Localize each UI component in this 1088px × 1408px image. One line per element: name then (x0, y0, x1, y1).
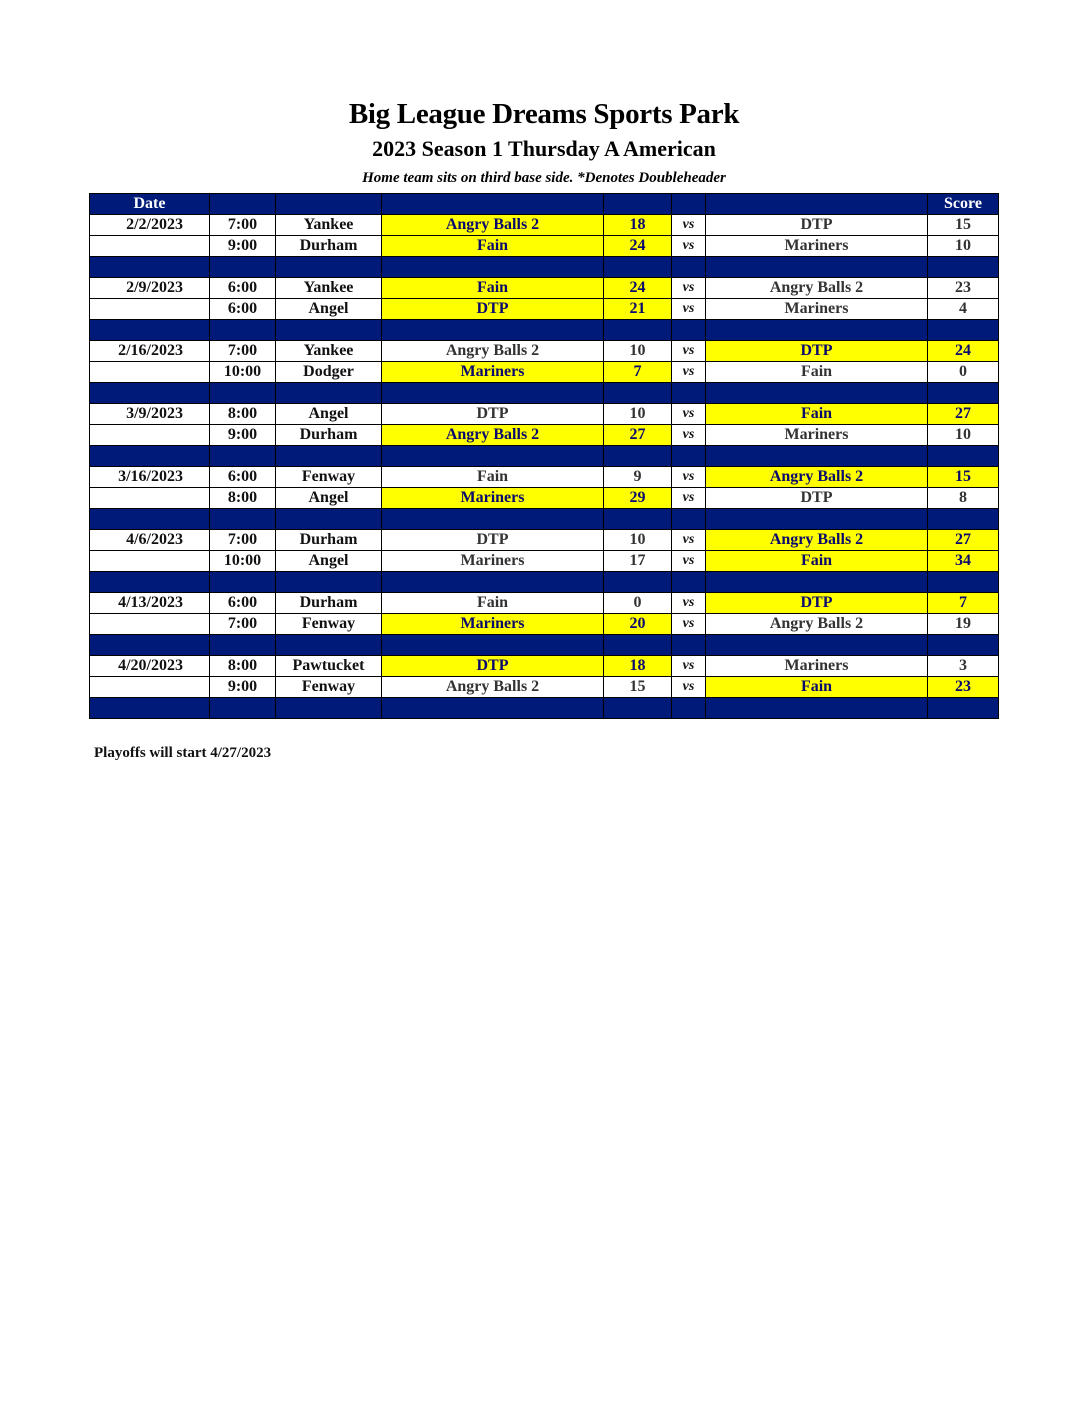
game-time: 6:00 (210, 278, 276, 299)
away-score: 27 (928, 530, 999, 551)
separator-cell (90, 320, 210, 341)
away-team: Angry Balls 2 (706, 278, 928, 299)
away-team: Fain (706, 404, 928, 425)
separator-cell (706, 320, 928, 341)
separator-cell (706, 509, 928, 530)
separator-cell (672, 572, 706, 593)
game-date: 3/9/2023 (90, 404, 210, 425)
away-score: 7 (928, 593, 999, 614)
week-separator-row (90, 383, 999, 404)
away-team: DTP (706, 215, 928, 236)
week-separator-row (90, 320, 999, 341)
game-row (90, 404, 999, 425)
separator-cell (706, 572, 928, 593)
vs-label: vs (672, 614, 706, 635)
away-team: Angry Balls 2 (706, 530, 928, 551)
table-header-row (90, 194, 999, 215)
separator-cell (672, 320, 706, 341)
game-field: Durham (276, 530, 382, 551)
separator-cell (928, 257, 999, 278)
game-date (90, 236, 210, 257)
game-field: Dodger (276, 362, 382, 383)
separator-cell (928, 572, 999, 593)
home-team: DTP (382, 299, 604, 320)
separator-cell (706, 257, 928, 278)
game-date: 4/13/2023 (90, 593, 210, 614)
game-field: Durham (276, 236, 382, 257)
separator-cell (706, 446, 928, 467)
game-row (90, 299, 999, 320)
game-row (90, 215, 999, 236)
home-team: DTP (382, 404, 604, 425)
game-row (90, 656, 999, 677)
away-score: 27 (928, 404, 999, 425)
home-score: 0 (604, 593, 672, 614)
game-time: 7:00 (210, 341, 276, 362)
game-field: Angel (276, 551, 382, 572)
game-date (90, 677, 210, 698)
home-score: 24 (604, 278, 672, 299)
game-date: 4/20/2023 (90, 656, 210, 677)
home-team: Fain (382, 236, 604, 257)
separator-cell (928, 509, 999, 530)
home-team: Mariners (382, 551, 604, 572)
vs-label: vs (672, 551, 706, 572)
away-score: 10 (928, 236, 999, 257)
week-separator-row (90, 446, 999, 467)
game-time: 7:00 (210, 215, 276, 236)
separator-cell (276, 383, 382, 404)
game-row (90, 425, 999, 446)
home-score: 10 (604, 404, 672, 425)
away-team: DTP (706, 488, 928, 509)
game-time: 6:00 (210, 467, 276, 488)
week-separator-row (90, 698, 999, 719)
home-team: Angry Balls 2 (382, 215, 604, 236)
schedule-body (90, 215, 999, 719)
game-time: 7:00 (210, 530, 276, 551)
vs-label: vs (672, 488, 706, 509)
home-score: 29 (604, 488, 672, 509)
game-date (90, 614, 210, 635)
home-score: 7 (604, 362, 672, 383)
separator-cell (276, 572, 382, 593)
separator-cell (382, 257, 604, 278)
home-score: 15 (604, 677, 672, 698)
game-time: 9:00 (210, 677, 276, 698)
game-field: Yankee (276, 215, 382, 236)
game-time: 8:00 (210, 404, 276, 425)
home-team: Fain (382, 593, 604, 614)
game-date: 3/16/2023 (90, 467, 210, 488)
game-row (90, 677, 999, 698)
separator-cell (672, 509, 706, 530)
home-score: 10 (604, 530, 672, 551)
separator-cell (90, 698, 210, 719)
separator-cell (90, 635, 210, 656)
separator-cell (210, 383, 276, 404)
game-time: 10:00 (210, 551, 276, 572)
away-team: Mariners (706, 236, 928, 257)
game-field: Angel (276, 404, 382, 425)
separator-cell (604, 383, 672, 404)
separator-cell (276, 635, 382, 656)
game-field: Durham (276, 593, 382, 614)
game-field: Angel (276, 488, 382, 509)
away-score: 4 (928, 299, 999, 320)
game-time: 6:00 (210, 593, 276, 614)
game-time: 6:00 (210, 299, 276, 320)
separator-cell (672, 635, 706, 656)
separator-cell (382, 572, 604, 593)
vs-label: vs (672, 341, 706, 362)
game-row (90, 278, 999, 299)
separator-cell (90, 446, 210, 467)
page-subtitle: 2023 Season 1 Thursday A American (372, 136, 716, 161)
separator-cell (276, 698, 382, 719)
game-date: 2/2/2023 (90, 215, 210, 236)
week-separator-row (90, 509, 999, 530)
game-field: Yankee (276, 341, 382, 362)
week-separator-row (90, 572, 999, 593)
separator-cell (90, 509, 210, 530)
separator-cell (210, 446, 276, 467)
game-field: Pawtucket (276, 656, 382, 677)
separator-cell (90, 383, 210, 404)
game-time: 8:00 (210, 488, 276, 509)
game-row (90, 341, 999, 362)
away-team: Fain (706, 677, 928, 698)
away-team: Mariners (706, 299, 928, 320)
vs-label: vs (672, 593, 706, 614)
separator-cell (90, 572, 210, 593)
separator-cell (276, 320, 382, 341)
home-score: 9 (604, 467, 672, 488)
home-team: Mariners (382, 488, 604, 509)
score-column-header: Score (928, 194, 999, 215)
separator-cell (210, 257, 276, 278)
away-score: 15 (928, 215, 999, 236)
game-date (90, 425, 210, 446)
separator-cell (90, 257, 210, 278)
separator-cell (382, 320, 604, 341)
game-field: Fenway (276, 467, 382, 488)
home-team: DTP (382, 656, 604, 677)
away-team: Mariners (706, 425, 928, 446)
separator-cell (604, 320, 672, 341)
separator-cell (382, 698, 604, 719)
game-field: Angel (276, 299, 382, 320)
away-score: 23 (928, 278, 999, 299)
separator-cell (210, 320, 276, 341)
game-time: 7:00 (210, 614, 276, 635)
separator-cell (210, 698, 276, 719)
game-date (90, 362, 210, 383)
date-column-header: Date (90, 194, 210, 215)
game-date (90, 551, 210, 572)
away-score: 3 (928, 656, 999, 677)
separator-cell (604, 257, 672, 278)
separator-cell (382, 383, 604, 404)
separator-cell (928, 635, 999, 656)
game-time: 9:00 (210, 236, 276, 257)
game-row (90, 593, 999, 614)
away-score: 24 (928, 341, 999, 362)
separator-cell (604, 509, 672, 530)
game-row (90, 614, 999, 635)
home-team: Fain (382, 467, 604, 488)
game-field: Durham (276, 425, 382, 446)
schedule-note: Home team sits on third base side. *Denotes Doubleheader (362, 170, 726, 186)
away-team: Angry Balls 2 (706, 467, 928, 488)
away-score: 15 (928, 467, 999, 488)
vs-label: vs (672, 425, 706, 446)
game-time: 9:00 (210, 425, 276, 446)
home-score: 18 (604, 656, 672, 677)
separator-cell (604, 446, 672, 467)
week-separator-row (90, 257, 999, 278)
vs-label: vs (672, 530, 706, 551)
home-team: Mariners (382, 362, 604, 383)
game-date (90, 488, 210, 509)
playoffs-note: Playoffs will start 4/27/2023 (94, 745, 272, 761)
vs-label: vs (672, 677, 706, 698)
separator-cell (210, 572, 276, 593)
separator-cell (276, 257, 382, 278)
game-row (90, 467, 999, 488)
away-score: 0 (928, 362, 999, 383)
separator-cell (604, 698, 672, 719)
away-score: 23 (928, 677, 999, 698)
vs-label: vs (672, 236, 706, 257)
game-field: Fenway (276, 614, 382, 635)
vs-label: vs (672, 215, 706, 236)
home-team: DTP (382, 530, 604, 551)
separator-cell (706, 635, 928, 656)
vs-label: vs (672, 404, 706, 425)
week-separator-row (90, 635, 999, 656)
away-team: Fain (706, 362, 928, 383)
separator-cell (210, 509, 276, 530)
separator-cell (276, 446, 382, 467)
vs-label: vs (672, 362, 706, 383)
away-team: DTP (706, 341, 928, 362)
separator-cell (672, 383, 706, 404)
separator-cell (382, 509, 604, 530)
game-row (90, 362, 999, 383)
home-team: Angry Balls 2 (382, 341, 604, 362)
vs-label: vs (672, 467, 706, 488)
home-score: 24 (604, 236, 672, 257)
separator-cell (928, 320, 999, 341)
away-team: Angry Balls 2 (706, 614, 928, 635)
separator-cell (276, 509, 382, 530)
away-score: 8 (928, 488, 999, 509)
schedule-table (89, 193, 999, 719)
separator-cell (604, 635, 672, 656)
home-score: 20 (604, 614, 672, 635)
separator-cell (672, 257, 706, 278)
home-score: 21 (604, 299, 672, 320)
game-date: 2/16/2023 (90, 341, 210, 362)
away-score: 19 (928, 614, 999, 635)
separator-cell (928, 446, 999, 467)
separator-cell (210, 635, 276, 656)
game-time: 8:00 (210, 656, 276, 677)
separator-cell (928, 698, 999, 719)
away-team: Mariners (706, 656, 928, 677)
home-team: Angry Balls 2 (382, 425, 604, 446)
separator-cell (706, 698, 928, 719)
home-score: 18 (604, 215, 672, 236)
page-title: Big League Dreams Sports Park (348, 98, 740, 130)
vs-label: vs (672, 299, 706, 320)
home-team: Angry Balls 2 (382, 677, 604, 698)
separator-cell (604, 572, 672, 593)
separator-cell (672, 698, 706, 719)
game-date (90, 299, 210, 320)
separator-cell (382, 446, 604, 467)
game-row (90, 530, 999, 551)
separator-cell (382, 635, 604, 656)
away-team: Fain (706, 551, 928, 572)
home-team: Mariners (382, 614, 604, 635)
game-field: Fenway (276, 677, 382, 698)
home-score: 27 (604, 425, 672, 446)
away-team: DTP (706, 593, 928, 614)
vs-label: vs (672, 278, 706, 299)
separator-cell (928, 383, 999, 404)
away-score: 10 (928, 425, 999, 446)
home-score: 17 (604, 551, 672, 572)
game-date: 4/6/2023 (90, 530, 210, 551)
separator-cell (706, 383, 928, 404)
separator-cell (672, 446, 706, 467)
home-team: Fain (382, 278, 604, 299)
game-row (90, 551, 999, 572)
away-score: 34 (928, 551, 999, 572)
game-date: 2/9/2023 (90, 278, 210, 299)
game-field: Yankee (276, 278, 382, 299)
vs-label: vs (672, 656, 706, 677)
game-time: 10:00 (210, 362, 276, 383)
game-row (90, 488, 999, 509)
home-score: 10 (604, 341, 672, 362)
game-row (90, 236, 999, 257)
